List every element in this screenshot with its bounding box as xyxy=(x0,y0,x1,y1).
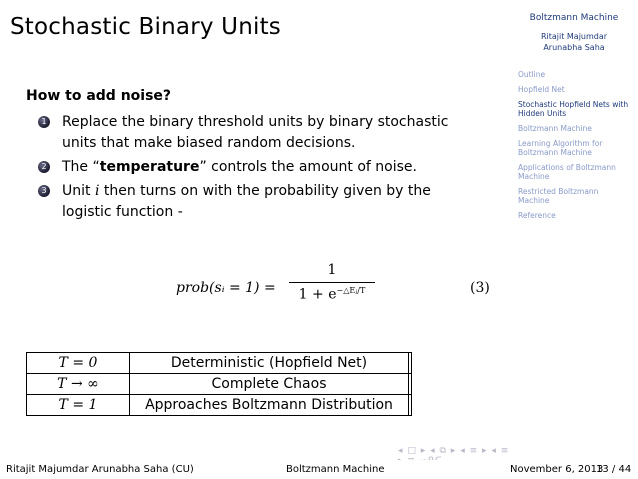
fraction-denominator xyxy=(289,286,375,303)
list-item xyxy=(38,157,478,178)
sidebar-item-reference[interactable]: Reference xyxy=(518,211,556,220)
list-item-text-post: then turns on with the probability given by the logistic function - xyxy=(62,183,431,220)
sidebar-item-outline[interactable]: Outline xyxy=(518,70,546,79)
footer-page: 13 / 44 xyxy=(596,464,632,475)
table-cell-condition: T = 1 xyxy=(27,395,130,416)
nav-prev-frame-icon[interactable]: ◂ ⧉ ▸ xyxy=(430,446,457,456)
slide-title: Stochastic Binary Units xyxy=(10,14,281,40)
bold-term: temperature xyxy=(99,159,200,175)
table-cell-description: Deterministic (Hopfield Net) xyxy=(130,353,409,374)
equation-lhs: prob(sᵢ = 1) = xyxy=(176,280,276,296)
footer-authors: Ritajit Majumdar Arunabha Saha (CU) xyxy=(6,464,194,475)
list-item-text-post: ” controls the amount of noise. xyxy=(199,159,417,175)
sidebar-nav xyxy=(510,70,630,226)
fraction-numerator: 1 xyxy=(327,262,337,278)
enum-bullet-2: 2 xyxy=(38,161,50,173)
table-cell-condition: T → ∞ xyxy=(27,374,130,395)
table-row xyxy=(27,374,412,395)
footer xyxy=(0,460,638,479)
table-cell-empty xyxy=(409,374,412,395)
list-item-text-pre: The “ xyxy=(62,159,100,175)
enum-bullet-1: 1 xyxy=(38,116,50,128)
table-cell-description: Approaches Boltzmann Distribution xyxy=(130,395,409,416)
section-heading: How to add noise? xyxy=(26,88,172,104)
fraction xyxy=(289,262,375,303)
equation-number: (3) xyxy=(470,280,490,296)
nav-section-icon[interactable]: ◂ ≡ ▸ xyxy=(460,446,488,456)
footer-date: November 6, 2013 xyxy=(510,464,604,475)
temperature-table xyxy=(26,352,412,416)
fraction-bar xyxy=(289,282,375,283)
denominator-base: 1 + e xyxy=(298,286,337,303)
enum-bullet-3: 3 xyxy=(38,185,50,197)
sidebar-item-boltzmann-machine[interactable]: Boltzmann Machine xyxy=(518,124,592,133)
nav-prev-slide-icon[interactable]: ◂ □ ▸ xyxy=(398,446,427,456)
sidebar xyxy=(510,0,638,460)
denominator-exponent: −△Eⱼ/T xyxy=(336,286,366,295)
italic-term: i xyxy=(94,183,100,199)
sidebar-item-applications[interactable]: Applications of Boltzmann Machine xyxy=(518,163,616,181)
sidebar-title: Boltzmann Machine xyxy=(529,13,619,23)
table-row xyxy=(27,353,412,374)
sidebar-authors: Ritajit Majumdar Arunabha Saha xyxy=(540,32,608,52)
table-cell-empty xyxy=(409,395,412,416)
list-item-text-pre: Unit xyxy=(62,183,95,199)
enumerated-list xyxy=(38,112,478,226)
nav-subsection-icon[interactable]: ◂ ≡ xyxy=(491,446,510,456)
sidebar-item-stochastic-hopfield[interactable]: Stochastic Hopfield Nets with Hidden Units xyxy=(518,100,629,118)
footer-title: Boltzmann Machine xyxy=(286,464,385,475)
sidebar-item-rbm[interactable]: Restricted Boltzmann Machine xyxy=(518,187,599,205)
table-cell-empty xyxy=(409,353,412,374)
list-item-text: Replace the binary threshold units by binary stochastic units that make biased random decisions. xyxy=(62,114,449,151)
table-cell-description: Complete Chaos xyxy=(130,374,409,395)
table-row xyxy=(27,395,412,416)
list-item xyxy=(38,112,478,154)
sidebar-item-learning-algorithm[interactable]: Learning Algorithm for Boltzmann Machine xyxy=(518,139,603,157)
sidebar-item-hopfield-net[interactable]: Hopfield Net xyxy=(518,85,565,94)
table-cell-condition: T = 0 xyxy=(27,353,130,374)
list-item xyxy=(38,181,478,223)
